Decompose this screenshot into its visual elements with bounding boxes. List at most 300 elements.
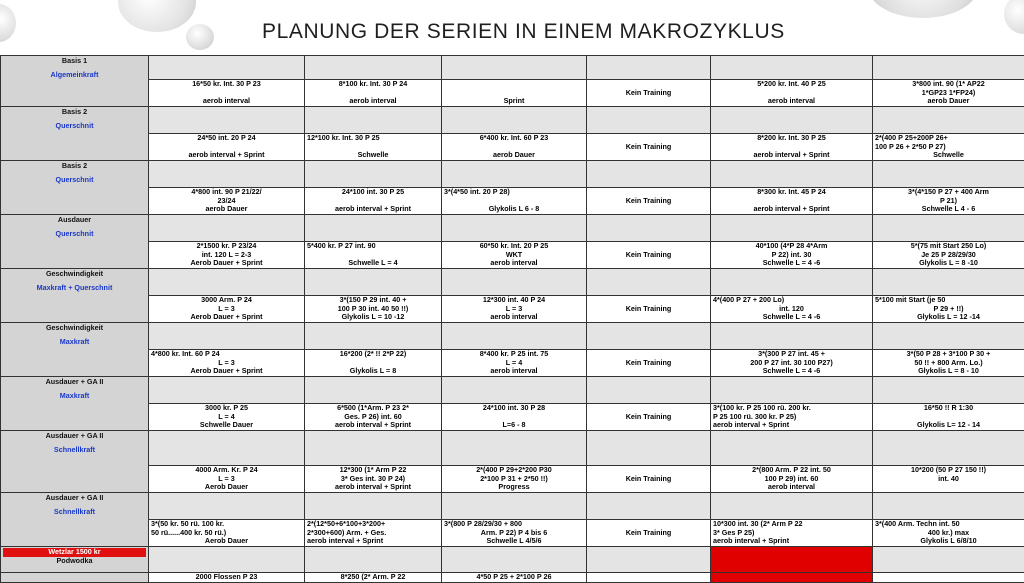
session-cell bbox=[587, 80, 711, 107]
session-line: P 25 100 rü. 300 kr. P 25) bbox=[713, 413, 870, 422]
session-cell bbox=[587, 404, 711, 431]
session-line: 6*500 (1*Arm. P 23 2* bbox=[307, 404, 439, 413]
block-label bbox=[1, 323, 149, 377]
empty-cell bbox=[149, 431, 305, 466]
empty-cell bbox=[442, 215, 587, 242]
session-line: Glykolis L = 8 - 10 bbox=[875, 367, 1022, 376]
session-line: aerob interval + Sprint bbox=[307, 205, 439, 214]
block-label bbox=[1, 573, 149, 583]
page-title: PLANUNG DER SERIEN IN EINEM MAKROZYKLUS bbox=[262, 20, 785, 44]
session-line: 3000 Arm. P 24 bbox=[151, 296, 302, 305]
block-focus: Algemeinkraft bbox=[3, 71, 146, 80]
session-line: Glykolis L = 12 -14 bbox=[875, 313, 1022, 322]
session-line: 3*(4*50 int. 20 P 28) bbox=[444, 188, 584, 197]
empty-cell bbox=[442, 269, 587, 296]
competition-name: Wetzlar 1500 kr bbox=[3, 548, 146, 557]
session-line: Je 25 P 28/29/30 bbox=[875, 251, 1022, 260]
empty-cell bbox=[711, 56, 873, 80]
decorative-droplet bbox=[1004, 0, 1024, 34]
session-line: aerob interval + Sprint bbox=[307, 537, 439, 546]
session-line: Aerob Dauer + Sprint bbox=[151, 259, 302, 268]
block-label-row bbox=[1, 215, 1024, 242]
session-line: aerob Dauer bbox=[151, 205, 302, 214]
session-line: Kein Training bbox=[589, 197, 708, 206]
block-title: Ausdauer + GA II bbox=[3, 432, 146, 441]
competition-marker bbox=[711, 547, 873, 573]
session-row bbox=[1, 520, 1024, 547]
session-line: Schwelle L 4/5/6 bbox=[444, 537, 584, 546]
session-row bbox=[1, 80, 1024, 107]
session-line bbox=[589, 537, 708, 546]
session-line: int. 40 bbox=[875, 475, 1022, 484]
empty-cell bbox=[442, 431, 587, 466]
session-line: aerob interval bbox=[444, 313, 584, 322]
session-line: 50 rü......400 kr. 50 rü.) bbox=[151, 529, 302, 538]
empty-cell bbox=[305, 431, 442, 466]
empty-cell bbox=[587, 431, 711, 466]
session-line: Schwelle Dauer bbox=[151, 421, 302, 430]
session-cell bbox=[587, 520, 711, 547]
empty-cell bbox=[149, 107, 305, 134]
session-line: Kein Training bbox=[589, 305, 708, 314]
decorative-droplet bbox=[186, 24, 214, 50]
session-line: 5*200 kr. Int. 40 P 25 bbox=[713, 80, 870, 89]
session-line: Arm. P 22) P 4 bis 6 bbox=[444, 529, 584, 538]
session-line: Glykolis L = 10 -12 bbox=[307, 313, 439, 322]
session-cell bbox=[305, 188, 442, 215]
block-title: Ausdauer bbox=[3, 216, 146, 225]
session-line: 12*100 kr. Int. 30 P 25 bbox=[307, 134, 439, 143]
empty-cell bbox=[149, 547, 305, 573]
session-cell bbox=[873, 350, 1024, 377]
empty-cell bbox=[873, 269, 1024, 296]
empty-cell bbox=[711, 377, 873, 404]
session-line: 3000 kr. P 25 bbox=[151, 404, 302, 413]
session-line: 24*100 int. 30 P 25 bbox=[307, 188, 439, 197]
session-line: Schwelle L = 4 -6 bbox=[713, 259, 870, 268]
session-cell bbox=[149, 404, 305, 431]
empty-cell bbox=[442, 56, 587, 80]
session-line: Schwelle L 4 - 6 bbox=[875, 205, 1022, 214]
competition-row bbox=[1, 547, 1024, 573]
session-line: 4*800 int. 90 P 21/22/ bbox=[151, 188, 302, 197]
session-line: Kein Training bbox=[589, 251, 708, 260]
session-cell bbox=[305, 80, 442, 107]
session-cell bbox=[149, 350, 305, 377]
session-line: Kein Training bbox=[589, 143, 708, 152]
empty-cell bbox=[442, 547, 587, 573]
session-cell bbox=[442, 80, 587, 107]
empty-cell bbox=[873, 215, 1024, 242]
empty-cell bbox=[873, 377, 1024, 404]
session-cell bbox=[587, 573, 711, 583]
session-line: 8*250 (2* Arm. P 22 bbox=[307, 573, 439, 582]
block-label bbox=[1, 377, 149, 431]
empty-cell bbox=[305, 161, 442, 188]
empty-cell bbox=[305, 215, 442, 242]
competition-label bbox=[1, 547, 149, 573]
session-line: aerob interval + Sprint bbox=[713, 151, 870, 160]
session-line bbox=[875, 483, 1022, 492]
session-line: 12*300 (1* Arm P 22 bbox=[307, 466, 439, 475]
empty-cell bbox=[587, 547, 711, 573]
session-cell bbox=[711, 134, 873, 161]
session-line: aerob interval + Sprint bbox=[151, 151, 302, 160]
session-cell bbox=[587, 242, 711, 269]
session-cell bbox=[873, 404, 1024, 431]
decorative-droplet bbox=[118, 0, 196, 32]
session-line: 3*(50 kr. 50 rü. 100 kr. bbox=[151, 520, 302, 529]
session-line: int. 120 L = 2-3 bbox=[151, 251, 302, 260]
session-line: 3*(150 P 29 int. 40 + bbox=[307, 296, 439, 305]
session-cell bbox=[305, 242, 442, 269]
empty-cell bbox=[442, 107, 587, 134]
empty-cell bbox=[149, 161, 305, 188]
decorative-droplet bbox=[0, 4, 16, 42]
session-line: aerob interval + Sprint bbox=[713, 205, 870, 214]
empty-cell bbox=[442, 377, 587, 404]
session-line: Sprint bbox=[444, 97, 584, 106]
block-title: Basis 1 bbox=[3, 57, 146, 66]
block-label bbox=[1, 161, 149, 215]
session-line: 60*50 kr. Int. 20 P 25 bbox=[444, 242, 584, 251]
empty-cell bbox=[149, 56, 305, 80]
session-line: Kein Training bbox=[589, 89, 708, 98]
session-line: L = 4 bbox=[444, 359, 584, 368]
session-line: Kein Training bbox=[589, 529, 708, 538]
session-line: Aerob Dauer bbox=[151, 537, 302, 546]
session-cell bbox=[587, 350, 711, 377]
session-cell bbox=[873, 134, 1024, 161]
session-line: 3*(300 P 27 int. 45 + bbox=[713, 350, 870, 359]
session-line: 12*300 int. 40 P 24 bbox=[444, 296, 584, 305]
session-line: 23/24 bbox=[151, 197, 302, 206]
session-line: Schwelle L = 4 -6 bbox=[713, 367, 870, 376]
session-line: 16*50 kr. Int. 30 P 23 bbox=[151, 80, 302, 89]
session-line: WKT bbox=[444, 251, 584, 260]
block-label-row bbox=[1, 493, 1024, 520]
session-line: P 21) bbox=[875, 197, 1022, 206]
empty-cell bbox=[873, 107, 1024, 134]
block-title: Geschwindigkeit bbox=[3, 270, 146, 279]
session-line: P 29 + !!) bbox=[875, 305, 1022, 314]
session-cell bbox=[873, 466, 1024, 493]
session-line: 100 P 30 int. 40 50 !!) bbox=[307, 305, 439, 314]
session-line: 40*100 (4*P 28 4*Arm bbox=[713, 242, 870, 251]
session-line: 10*200 (50 P 27 150 !!) bbox=[875, 466, 1022, 475]
session-cell bbox=[711, 242, 873, 269]
block-label bbox=[1, 56, 149, 107]
session-cell bbox=[149, 80, 305, 107]
empty-cell bbox=[305, 323, 442, 350]
empty-cell bbox=[587, 161, 711, 188]
session-line: 24*100 int. 30 P 28 bbox=[444, 404, 584, 413]
empty-cell bbox=[711, 431, 873, 466]
session-line bbox=[589, 259, 708, 268]
session-line: aerob interval bbox=[151, 97, 302, 106]
session-line: Kein Training bbox=[589, 475, 708, 484]
session-line: 4*800 kr. Int. 60 P 24 bbox=[151, 350, 302, 359]
empty-cell bbox=[305, 56, 442, 80]
session-line: Schwelle L = 4 bbox=[307, 259, 439, 268]
empty-cell bbox=[873, 547, 1024, 573]
block-focus: Schnellkraft bbox=[3, 446, 146, 455]
empty-cell bbox=[305, 107, 442, 134]
empty-cell bbox=[149, 323, 305, 350]
session-line: 200 P 27 int. 30 100 P27) bbox=[713, 359, 870, 368]
session-line: 3* Ges P 25) bbox=[713, 529, 870, 538]
session-line: 8*300 kr. Int. 45 P 24 bbox=[713, 188, 870, 197]
session-line: aerob Dauer bbox=[444, 151, 584, 160]
empty-cell bbox=[149, 215, 305, 242]
session-row bbox=[1, 188, 1024, 215]
empty-cell bbox=[587, 56, 711, 80]
block-label-row bbox=[1, 107, 1024, 134]
session-line: 8*100 kr. Int. 30 P 24 bbox=[307, 80, 439, 89]
block-label bbox=[1, 107, 149, 161]
session-line: 6*400 kr. Int. 60 P 23 bbox=[444, 134, 584, 143]
empty-cell bbox=[442, 323, 587, 350]
session-line: aerob interval bbox=[307, 97, 439, 106]
session-cell bbox=[587, 466, 711, 493]
session-cell bbox=[711, 573, 873, 583]
session-line: Glykolis L = 8 bbox=[307, 367, 439, 376]
session-row bbox=[1, 242, 1024, 269]
session-line: 3*(800 P 28/29/30 + 800 bbox=[444, 520, 584, 529]
session-line: 24*50 int. 20 P 24 bbox=[151, 134, 302, 143]
block-focus: Querschnit bbox=[3, 176, 146, 185]
block-focus: Maxkraft bbox=[3, 338, 146, 347]
session-line: Kein Training bbox=[589, 359, 708, 368]
session-line: 3*800 int. 90 (1* AP22 bbox=[875, 80, 1022, 89]
session-cell bbox=[305, 466, 442, 493]
session-line: Glykolis L 6 - 8 bbox=[444, 205, 584, 214]
session-row bbox=[1, 350, 1024, 377]
session-line: 5*100 mit Start (je 50 bbox=[875, 296, 1022, 305]
session-line: 8*400 kr. P 25 int. 75 bbox=[444, 350, 584, 359]
session-cell bbox=[305, 573, 442, 583]
session-line: 400 kr.) max bbox=[875, 529, 1022, 538]
session-line: Aerob Dauer bbox=[151, 483, 302, 492]
session-line: 16*200 (2* !! 2*P 22) bbox=[307, 350, 439, 359]
session-line: 100 P 29) int. 60 bbox=[713, 475, 870, 484]
session-line: 5*(75 mit Start 250 Lo) bbox=[875, 242, 1022, 251]
session-row bbox=[1, 573, 1024, 583]
session-line: 2*100 P 31 + 2*50 !!) bbox=[444, 475, 584, 484]
session-line: Schwelle bbox=[875, 151, 1022, 160]
block-focus: Querschnit bbox=[3, 122, 146, 131]
empty-cell bbox=[305, 493, 442, 520]
block-label bbox=[1, 215, 149, 269]
session-line: 4*50 P 25 + 2*100 P 26 bbox=[444, 573, 584, 582]
block-title: Basis 2 bbox=[3, 108, 146, 117]
session-cell bbox=[149, 466, 305, 493]
session-line: 2*300+600) Arm. + Ges. bbox=[307, 529, 439, 538]
session-line: Ges. P 26) int. 60 bbox=[307, 413, 439, 422]
session-line: 4000 Arm. Kr. P 24 bbox=[151, 466, 302, 475]
session-line: int. 120 bbox=[713, 305, 870, 314]
session-row bbox=[1, 296, 1024, 323]
session-line: 3*(100 kr. P 25 100 rü. 200 kr. bbox=[713, 404, 870, 413]
session-line: 3*(50 P 28 + 3*100 P 30 + bbox=[875, 350, 1022, 359]
session-line: L = 3 bbox=[151, 305, 302, 314]
empty-cell bbox=[305, 269, 442, 296]
session-cell bbox=[711, 296, 873, 323]
empty-cell bbox=[587, 377, 711, 404]
block-label-row bbox=[1, 431, 1024, 466]
session-cell bbox=[442, 296, 587, 323]
session-cell bbox=[442, 404, 587, 431]
session-line: 5*400 kr. P 27 int. 90 bbox=[307, 242, 439, 251]
session-cell bbox=[305, 350, 442, 377]
session-line: Schwelle bbox=[307, 151, 439, 160]
session-line bbox=[589, 421, 708, 430]
empty-cell bbox=[711, 107, 873, 134]
session-line: 2*(400 P 29+2*200 P30 bbox=[444, 466, 584, 475]
session-line: 3*(4*150 P 27 + 400 Arm bbox=[875, 188, 1022, 197]
competition-note: Podwodka bbox=[3, 557, 146, 566]
session-cell bbox=[149, 296, 305, 323]
session-cell bbox=[873, 242, 1024, 269]
session-line: L=6 - 8 bbox=[444, 421, 584, 430]
session-cell bbox=[587, 134, 711, 161]
block-label-row bbox=[1, 269, 1024, 296]
session-cell bbox=[442, 520, 587, 547]
block-label bbox=[1, 431, 149, 493]
session-cell bbox=[587, 188, 711, 215]
empty-cell bbox=[442, 161, 587, 188]
session-line: aerob interval bbox=[713, 483, 870, 492]
empty-cell bbox=[587, 215, 711, 242]
session-line: 2*1500 kr. P 23/24 bbox=[151, 242, 302, 251]
empty-cell bbox=[873, 323, 1024, 350]
session-row bbox=[1, 134, 1024, 161]
session-line: 2000 Flossen P 23 bbox=[151, 573, 302, 582]
session-line: aerob interval bbox=[713, 97, 870, 106]
session-line: 2*(400 P 25+200P 26+ bbox=[875, 134, 1022, 143]
empty-cell bbox=[711, 493, 873, 520]
session-cell bbox=[149, 188, 305, 215]
block-label-row bbox=[1, 377, 1024, 404]
session-line: Kein Training bbox=[589, 413, 708, 422]
block-label bbox=[1, 269, 149, 323]
session-line: Glykolis L= 12 - 14 bbox=[875, 421, 1022, 430]
session-line: 100 P 26 + 2*50 P 27) bbox=[875, 143, 1022, 152]
session-cell bbox=[873, 188, 1024, 215]
empty-cell bbox=[873, 493, 1024, 520]
empty-cell bbox=[711, 269, 873, 296]
block-focus: Maxkraft + Querschnit bbox=[3, 284, 146, 293]
session-line bbox=[589, 151, 708, 160]
session-cell bbox=[442, 573, 587, 583]
block-title: Geschwindigkeit bbox=[3, 324, 146, 333]
block-title: Basis 2 bbox=[3, 162, 146, 171]
session-line: Aerob Dauer + Sprint bbox=[151, 367, 302, 376]
session-line: 16*50 !! R 1:30 bbox=[875, 404, 1022, 413]
session-cell bbox=[149, 520, 305, 547]
session-cell bbox=[305, 134, 442, 161]
session-line: 2*(800 Arm. P 22 int. 50 bbox=[713, 466, 870, 475]
session-cell bbox=[442, 466, 587, 493]
session-cell bbox=[711, 520, 873, 547]
session-line: 1*GP23 1*FP24) bbox=[875, 89, 1022, 98]
session-cell bbox=[149, 573, 305, 583]
session-line: 8*200 kr. Int. 30 P 25 bbox=[713, 134, 870, 143]
empty-cell bbox=[873, 431, 1024, 466]
session-line: aerob interval bbox=[444, 367, 584, 376]
session-line: aerob interval + Sprint bbox=[713, 537, 870, 546]
block-focus: Schnellkraft bbox=[3, 508, 146, 517]
empty-cell bbox=[711, 215, 873, 242]
block-title: Ausdauer + GA II bbox=[3, 378, 146, 387]
session-cell bbox=[873, 296, 1024, 323]
session-line: 3* Ges int. 30 P 24) bbox=[307, 475, 439, 484]
session-cell bbox=[149, 242, 305, 269]
empty-cell bbox=[149, 269, 305, 296]
session-cell bbox=[305, 404, 442, 431]
block-title: Ausdauer + GA II bbox=[3, 494, 146, 503]
session-cell bbox=[711, 80, 873, 107]
session-line: Progress bbox=[444, 483, 584, 492]
session-cell bbox=[711, 350, 873, 377]
session-cell bbox=[149, 134, 305, 161]
block-label-row bbox=[1, 56, 1024, 80]
empty-cell bbox=[873, 56, 1024, 80]
session-line: Glykolis L = 8 -10 bbox=[875, 259, 1022, 268]
session-line bbox=[589, 483, 708, 492]
session-line: Aerob Dauer + Sprint bbox=[151, 313, 302, 322]
session-line: L = 3 bbox=[151, 359, 302, 368]
empty-cell bbox=[305, 547, 442, 573]
session-cell bbox=[873, 80, 1024, 107]
empty-cell bbox=[149, 377, 305, 404]
session-cell bbox=[711, 404, 873, 431]
empty-cell bbox=[442, 493, 587, 520]
session-line: Glykolis L 6/8/10 bbox=[875, 537, 1022, 546]
session-line: aerob interval + Sprint bbox=[713, 421, 870, 430]
session-line: L = 3 bbox=[151, 475, 302, 484]
session-line: 3*(400 Arm. Techn int. 50 bbox=[875, 520, 1022, 529]
block-focus: Maxkraft bbox=[3, 392, 146, 401]
decorative-droplet bbox=[868, 0, 978, 18]
session-line: Schwelle L = 4 -6 bbox=[713, 313, 870, 322]
empty-cell bbox=[305, 377, 442, 404]
session-line: L = 3 bbox=[444, 305, 584, 314]
empty-cell bbox=[587, 269, 711, 296]
session-row bbox=[1, 466, 1024, 493]
session-cell bbox=[873, 573, 1024, 583]
session-cell bbox=[587, 296, 711, 323]
empty-cell bbox=[149, 493, 305, 520]
session-line: aerob interval + Sprint bbox=[307, 483, 439, 492]
block-label bbox=[1, 493, 149, 547]
session-cell bbox=[442, 134, 587, 161]
session-cell bbox=[873, 520, 1024, 547]
empty-cell bbox=[873, 161, 1024, 188]
block-label-row bbox=[1, 161, 1024, 188]
session-row bbox=[1, 404, 1024, 431]
session-line: 50 !! + 800 Arm. Lo.) bbox=[875, 359, 1022, 368]
empty-cell bbox=[711, 323, 873, 350]
session-line: aerob interval bbox=[444, 259, 584, 268]
session-line: P 22) int. 30 bbox=[713, 251, 870, 260]
session-line: 2*(12*50+6*100+3*200+ bbox=[307, 520, 439, 529]
session-line: 10*300 int. 30 (2* Arm P 22 bbox=[713, 520, 870, 529]
session-cell bbox=[442, 242, 587, 269]
session-line bbox=[589, 367, 708, 376]
session-cell bbox=[442, 350, 587, 377]
training-plan-table bbox=[0, 55, 1024, 583]
